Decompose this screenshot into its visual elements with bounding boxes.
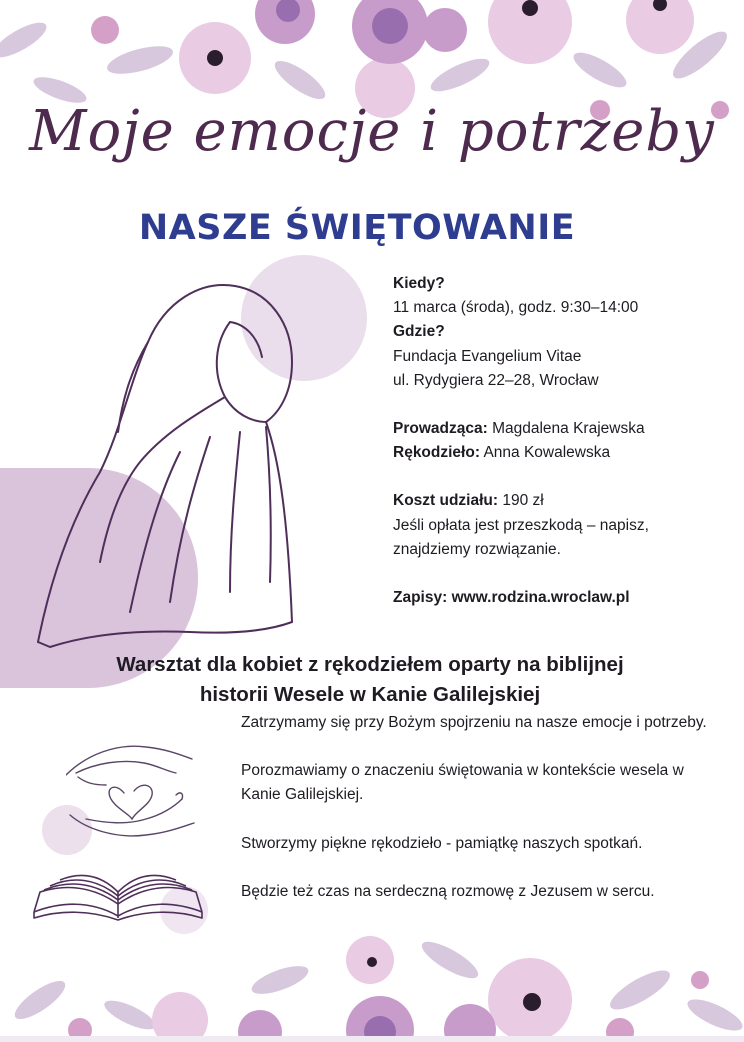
cost-label: Koszt udziału: [393, 492, 499, 510]
veiled-woman-icon [30, 262, 300, 654]
where-label: Gdzie? [393, 323, 445, 341]
host-label: Prowadząca: [393, 420, 488, 438]
craft-label: Rękodzieło: [393, 444, 480, 462]
open-book-icon [30, 862, 206, 922]
workshop-description [241, 711, 711, 928]
floral-decoration-bottom-icon [0, 920, 744, 1042]
host-value: Magdalena Krajewska [492, 420, 645, 438]
event-details [393, 272, 738, 610]
host-line [393, 417, 738, 441]
cost-line [393, 489, 738, 513]
craft-line [393, 441, 738, 465]
script-title: Moje emocje i potrzeby [29, 99, 715, 164]
craft-value: Anna Kowalewska [483, 444, 611, 462]
when-value: 11 marca (środa), godz. 9:30–14:00 [393, 299, 639, 317]
subheading-line1: Warsztat dla kobiet z rękodziełem oparty na biblijnej [116, 653, 624, 676]
hands-heart-icon [66, 735, 196, 845]
page-title: NASZE ŚWIĘTOWANIE [138, 208, 576, 248]
cost-value: 190 zł [502, 492, 544, 510]
where-line2: ul. Rydygiera 22–28, Wrocław [393, 371, 599, 389]
cost-note-line1: Jeśli opłata jest przeszkodą – napisz, [393, 516, 649, 534]
bottom-border [0, 1036, 744, 1042]
subheading-line2: historii Wesele w Kanie Galilejskiej [199, 683, 541, 706]
description-paragraph: Będzie też czas na serdeczną rozmowę z Jezusem w sercu. [241, 882, 655, 900]
cost-note-line2: znajdziemy rozwiązanie. [393, 540, 561, 558]
description-paragraph: Stworzymy piękne rękodzieło - pamiątkę naszych spotkań. [241, 834, 643, 852]
where-line1: Fundacja Evangelium Vitae [393, 347, 582, 365]
signup-link[interactable]: Zapisy: www.rodzina.wroclaw.pl [393, 589, 630, 607]
description-paragraph: Porozmawiamy o znaczeniu świętowania w kontekście wesela w Kanie Galilejskiej. [241, 762, 684, 804]
workshop-subheading [60, 650, 680, 710]
when-label: Kiedy? [393, 275, 445, 292]
description-paragraph: Zatrzymamy się przy Bożym spojrzeniu na nasze emocje i potrzeby. [241, 714, 707, 731]
